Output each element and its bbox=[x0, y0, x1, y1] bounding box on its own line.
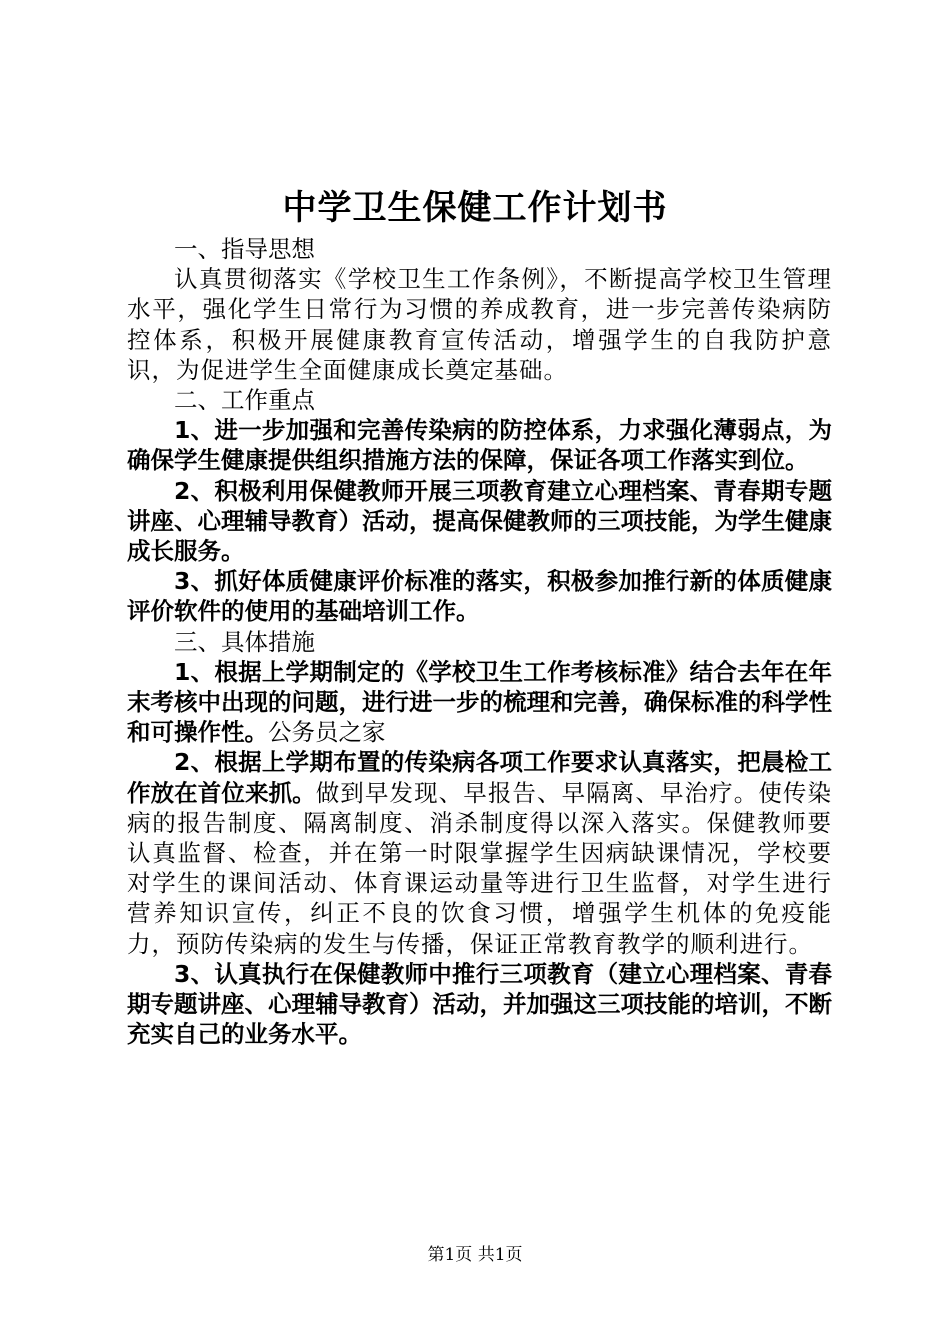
section-heading-guiding-ideology: 一、指导思想 bbox=[174, 235, 315, 263]
document-title: 中学卫生保健工作计划书 bbox=[282, 188, 668, 228]
paragraph-measures-2-text: 做到早发现、早报告、早隔离、早治疗。使传染病的报告制度、隔离制度、消杀制度得以深入落实。保健教师要认真监督、检查，并在第一时限掌握学生因病缺课情况，学校要对学生的课间活动、体育课运动量等进行卫生监督，对学生进行营养知识宣传，纠正不良的饮食习惯，增强学生机体的免疫能力，预防传染病的发生与传播，保证正常教育教学的顺利进行。 bbox=[127, 778, 833, 958]
page-footer: 第1页 共1页 bbox=[427, 1245, 523, 1265]
source-note: 公务员之家 bbox=[268, 718, 386, 747]
paragraph-measures-2-bold: 2、根据上学期布置的传染病各项工作要求认真落实，把晨检工作放在首位来抓。 bbox=[127, 748, 832, 807]
section-heading-measures: 三、具体措施 bbox=[174, 627, 315, 656]
paragraph-work-focus-3: 3、抓好体质健康评价标准的落实，积极参加推行新的体质健康评价软件的使用的基础培训工作。 bbox=[127, 567, 832, 626]
document-body bbox=[127, 234, 832, 1049]
paragraph-measures-1 bbox=[127, 657, 832, 748]
paragraph-work-focus-2: 2、积极利用保健教师开展三项教育建立心理档案、青春期专题讲座、心理辅导教育）活动，提高保健教师的三项技能，为学生健康成长服务。 bbox=[127, 476, 832, 566]
paragraph-work-focus-1: 1、进一步加强和完善传染病的防控体系，力求强化薄弱点，为确保学生健康提供组织措施方法的保障，保证各项工作落实到位。 bbox=[127, 416, 832, 475]
paragraph-measures-1-text: 1、根据上学期制定的《学校卫生工作考核标准》结合去年在年末考核中出现的问题，进行进一步的梳理和完善，确保标准的科学性和可操作性。 bbox=[127, 657, 832, 747]
paragraph-measures-3: 3、认真执行在保健教师中推行三项教育（建立心理档案、青春期专题讲座、心理辅导教育）活动，并加强这三项技能的培训，不断充实自己的业务水平。 bbox=[127, 959, 832, 1049]
paragraph-guiding-ideology: 认真贯彻落实《学校卫生工作条例》，不断提高学校卫生管理水平，强化学生日常行为习惯的养成教育，进一步完善传染病防控体系，积极开展健康教育宣传活动，增强学生的自我防护意识，为促进学生全面健康成长奠定基础。 bbox=[127, 265, 832, 384]
paragraph-measures-2 bbox=[127, 747, 832, 958]
section-heading-work-focus: 二、工作重点 bbox=[174, 386, 315, 415]
